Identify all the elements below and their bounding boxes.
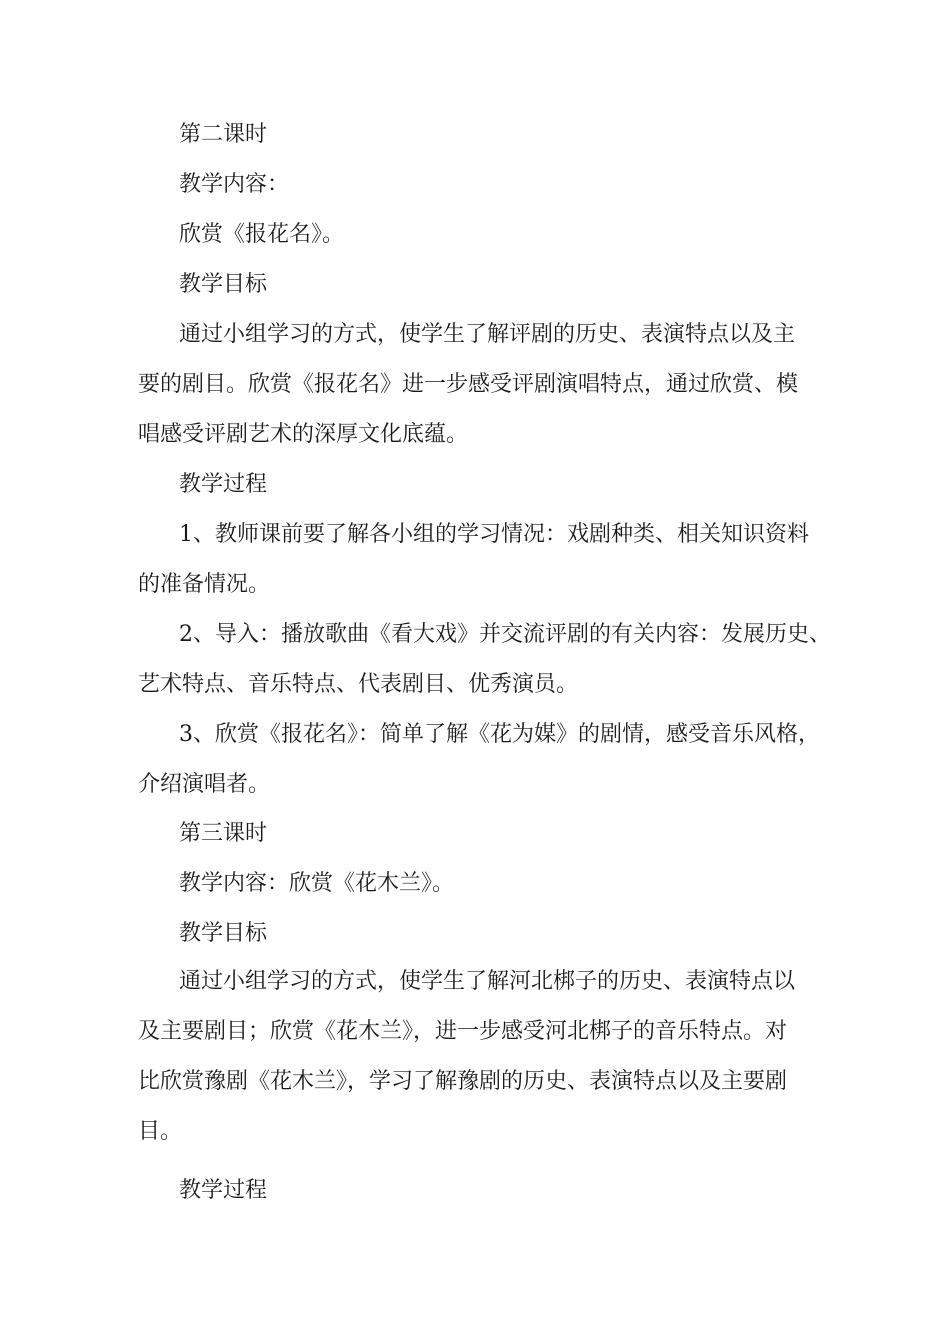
- lesson2-content: 欣赏《报花名》。: [179, 222, 345, 247]
- lesson3-title: 第三课时: [179, 821, 268, 846]
- lesson3-goal-paragraph: [138, 957, 838, 1157]
- paragraph-line: 唱感受评剧艺术的深厚文化底蕴。: [138, 422, 469, 447]
- lesson2-process-heading: 教学过程: [179, 472, 268, 497]
- lesson2-goal-paragraph: [138, 310, 838, 460]
- paragraph-line: 的准备情况。: [138, 572, 271, 597]
- paragraph-line: 通过小组学习的方式，使学生了解评剧的历史、表演特点以及主: [179, 322, 796, 347]
- lesson2-step-3: [138, 710, 838, 810]
- paragraph-line: 要的剧目。欣赏《报花名》进一步感受评剧演唱特点，通过欣赏、模: [138, 372, 799, 397]
- lesson2-step-2: [138, 610, 838, 710]
- paragraph-line: 通过小组学习的方式，使学生了解河北梆子的历史、表演特点以: [179, 969, 796, 994]
- lesson3-goal-heading: 教学目标: [179, 921, 268, 946]
- paragraph-line: 1、教师课前要了解各小组的学习情况：戏剧种类、相关知识资料: [179, 522, 809, 547]
- paragraph-line: 艺术特点、音乐特点、代表剧目、优秀演员。: [138, 672, 579, 697]
- lesson3-process-heading: 教学过程: [179, 1178, 268, 1203]
- paragraph-line: 比欣赏豫剧《花木兰》，学习了解豫剧的历史、表演特点以及主要剧: [138, 1069, 788, 1094]
- paragraph-line: 3、欣赏《报花名》：简单了解《花为媒》的剧情，感受音乐风格，: [179, 722, 820, 747]
- paragraph-line: 2、导入：播放歌曲《看大戏》并交流评剧的有关内容：发展历史、: [179, 622, 831, 647]
- paragraph-line: 介绍演唱者。: [138, 772, 271, 797]
- lesson2-goal-heading: 教学目标: [179, 272, 268, 297]
- paragraph-line: 及主要剧目；欣赏《花木兰》，进一步感受河北梆子的音乐特点。对: [138, 1019, 788, 1044]
- lesson2-title: 第二课时: [179, 122, 268, 147]
- paragraph-line: 目。: [138, 1119, 183, 1144]
- lesson3-content: 教学内容：欣赏《花木兰》。: [179, 871, 455, 896]
- lesson2-content-label: 教学内容：: [179, 172, 290, 197]
- lesson2-step-1: [138, 510, 838, 610]
